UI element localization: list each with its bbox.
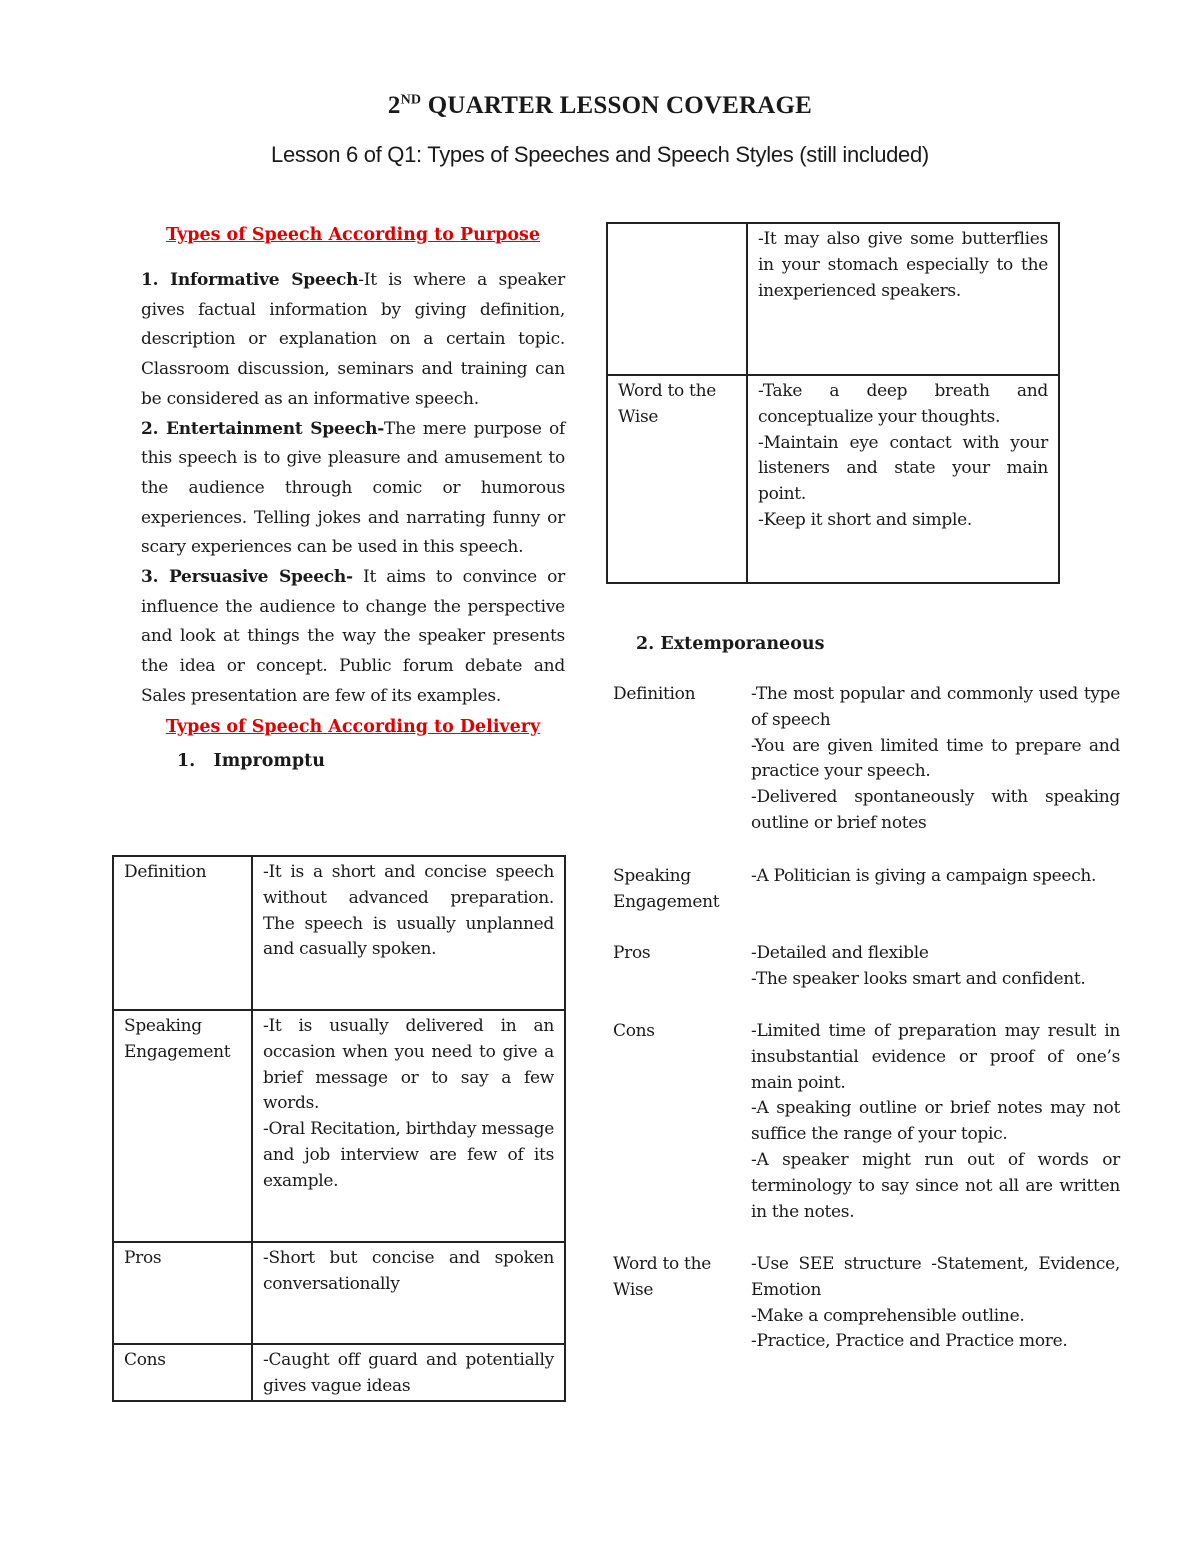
purpose-heading: Types of Speech According to Purpose (165, 225, 541, 245)
impromptu-table-continued (606, 222, 1060, 584)
row-value: -Caught off guard and potentially gives vague ideas (252, 1344, 565, 1401)
table-row (113, 1344, 565, 1401)
extemporaneous-heading: 2. Extemporaneous (636, 634, 825, 654)
row-value: -The most popular and commonly used type of speech -You are given limited time to prepare and practice your speech. -Delivered spontaneously with speaking outline or brief notes (751, 684, 1120, 833)
page-subtitle: Lesson 6 of Q1: Types of Speeches and Speech Styles (still included) (271, 142, 929, 167)
row-label: Cons (613, 1021, 655, 1041)
table-row (113, 856, 565, 1010)
table-row (607, 223, 1059, 375)
row-label (607, 223, 747, 375)
row-value: -It is a short and concise speech without advanced preparation. The speech is usually unplanned and casually spoken. (252, 856, 565, 1010)
row-value: -A Politician is giving a campaign speech. (751, 866, 1097, 886)
row-label: Cons (113, 1344, 252, 1401)
impromptu-heading: 1. Impromptu (177, 750, 325, 771)
row-value: -It is usually delivered in an occasion when you need to give a brief message or to say a few words. -Oral Recitation, birthday message and job interview are few of its example. (252, 1010, 565, 1242)
row-label: Definition (113, 856, 252, 1010)
row-label: Pros (613, 943, 651, 963)
row-value: -Limited time of preparation may result in insubstantial evidence or proof of one’s main point. -A speaking outline or brief notes may not suffice the range of your topic. -A speaker might run out of words or terminology to say since not all are written in the notes. (751, 1021, 1120, 1222)
delivery-heading: Types of Speech According to Delivery (165, 716, 541, 737)
row-label: Word to the Wise (613, 1254, 711, 1300)
row-label: Speaking Engagement (113, 1010, 252, 1242)
row-label: Pros (113, 1242, 252, 1344)
table-row (607, 375, 1059, 583)
row-label: Definition (613, 684, 696, 704)
impromptu-table (112, 855, 566, 1402)
row-label: Speaking Engagement (613, 866, 720, 912)
purpose-list (141, 266, 565, 712)
purpose-item-entertainment: 2. Entertainment Speech-The mere purpose of this speech is to give pleasure and amusement to the audience through comic or humorous experiences. Telling jokes and narrating funny or scary experiences can be used in this speech. (141, 418, 565, 558)
row-value: -Take a deep breath and conceptualize your thoughts. -Maintain eye contact with your listeners and state your main point. -Keep it short and simple. (747, 375, 1059, 583)
purpose-item-persuasive: 3. Persuasive Speech- It aims to convince or influence the audience to change the perspective and look at things the way the speaker presents the idea or concept. Public forum debate and Sales presentation are few of its examples. (141, 567, 565, 706)
purpose-item-informative: 1. Informative Speech-It is where a speaker gives factual information by giving definition, description or explanation on a certain topic. Classroom discussion, seminars and training can be considered as an informative speech. (141, 270, 565, 409)
row-value: -Short but concise and spoken conversationally (252, 1242, 565, 1344)
row-value: -It may also give some butterflies in your stomach especially to the inexperienced speakers. (747, 223, 1059, 375)
table-row (113, 1010, 565, 1242)
row-value: -Detailed and flexible -The speaker looks smart and confident. (751, 943, 1086, 989)
page-title: 2ND QUARTER LESSON COVERAGE (387, 92, 813, 119)
row-label: Word to the Wise (607, 375, 747, 583)
table-row (113, 1242, 565, 1344)
left-column (124, 222, 565, 1396)
row-value: -Use SEE structure -Statement, Evidence, Emotion -Make a comprehensible outline. -Practice, Practice and Practice more. (751, 1254, 1120, 1352)
